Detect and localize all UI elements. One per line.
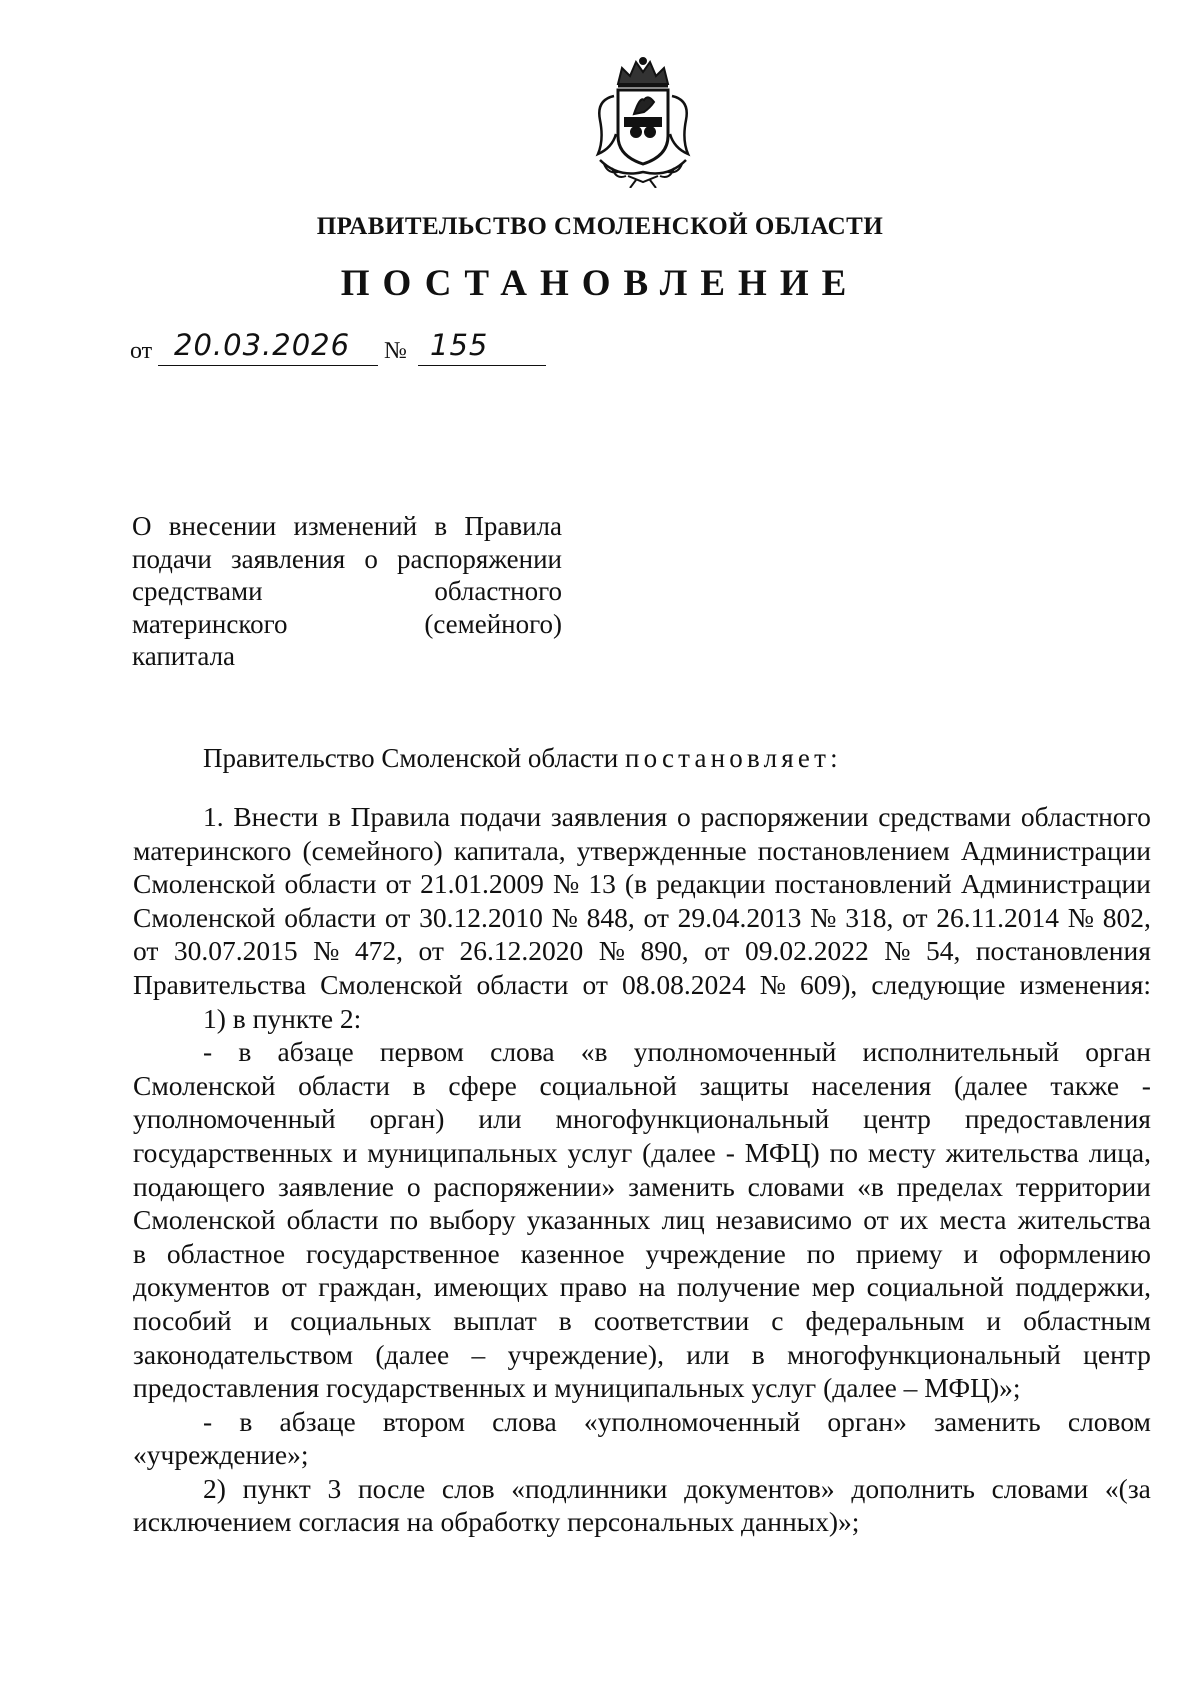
body-word: (семейного) <box>302 834 443 866</box>
subject-word: О <box>132 511 152 541</box>
subject-word: изменений <box>293 511 418 541</box>
subject-line <box>132 608 562 641</box>
body-word: от <box>863 1204 889 1236</box>
body-word: пункт <box>242 1472 311 1504</box>
body-word: области <box>298 1069 391 1101</box>
preamble <box>203 743 842 774</box>
body-word: Правительства <box>133 968 307 1000</box>
body-word: и <box>963 1237 979 1269</box>
body-word: в <box>751 1338 765 1370</box>
body-word: области <box>476 968 569 1000</box>
body-word: документов <box>133 1271 270 1303</box>
body-word: изменения: <box>1019 968 1151 1000</box>
body-word: орган <box>1085 1036 1151 1068</box>
body-word: № <box>759 968 786 1000</box>
body-word: слова <box>490 1036 555 1068</box>
body-word: (далее <box>953 1069 1028 1101</box>
body-word: Правила <box>350 801 451 832</box>
body-word: орган) <box>369 1103 445 1135</box>
body-word: - <box>725 1136 735 1168</box>
body-word: Смоленской <box>133 868 276 900</box>
body-line <box>133 1338 1151 1372</box>
body-word: от <box>418 935 444 967</box>
body-line <box>133 800 1151 834</box>
body-line <box>133 1405 1151 1439</box>
body-word: № <box>313 935 340 967</box>
document-body <box>133 800 1151 1539</box>
body-word: орган» <box>827 1405 907 1437</box>
body-word: областного <box>1020 801 1151 832</box>
body-word: распоряжении <box>700 801 869 832</box>
body-word: предоставления <box>964 1103 1151 1135</box>
body-word: 21.01.2009 <box>420 868 544 900</box>
body-word: средствами <box>878 801 1012 832</box>
body-word: распоряжении» <box>433 1170 616 1202</box>
subject-word: областного <box>434 576 562 606</box>
body-word: месту <box>867 1136 936 1168</box>
body-word: в <box>133 1237 146 1269</box>
body-word: абзаце <box>279 1405 356 1437</box>
subject-word: материнского <box>132 608 288 639</box>
body-word: и <box>253 1304 269 1336</box>
body-line <box>133 867 1151 901</box>
body-word: № <box>598 935 625 967</box>
body-word: МФЦ) <box>744 1136 820 1168</box>
body-line <box>133 1270 1151 1304</box>
body-word: выплат <box>453 1304 537 1336</box>
body-word: заменить <box>628 1170 735 1202</box>
body-word: уполномоченный <box>133 1103 336 1135</box>
body-word: лиц <box>661 1204 705 1236</box>
body-word: по <box>389 1204 419 1236</box>
body-line <box>133 934 1151 968</box>
body-word: областным <box>1023 1304 1151 1336</box>
body-word: - <box>1141 1069 1151 1101</box>
body-word: 13 <box>588 868 616 900</box>
body-word: социальной <box>866 1271 1004 1303</box>
body-word: граждан, <box>318 1271 423 1303</box>
body-line <box>133 1136 1151 1170</box>
subject-line <box>132 543 562 576</box>
subject-word: распоряжении <box>397 543 562 574</box>
body-word: словами <box>991 1472 1089 1504</box>
body-line <box>133 1237 1151 1271</box>
body-word: услуг <box>567 1136 633 1168</box>
body-line <box>133 901 1151 935</box>
body-word: населения <box>811 1069 932 1101</box>
body-word: в <box>238 1036 252 1068</box>
subject-word: (семейного) <box>424 608 562 639</box>
body-word: первом <box>379 1036 464 1068</box>
body-word: № <box>1067 901 1094 933</box>
body-word: следующие <box>871 968 1006 1000</box>
body-word: словами <box>747 1170 845 1202</box>
body-word: - <box>203 1036 213 1068</box>
date-underline <box>158 365 378 366</box>
body-word: от <box>133 935 159 967</box>
body-word: документов» <box>684 1472 835 1504</box>
body-line: «учреждение»; <box>133 1439 309 1471</box>
body-word: «(за <box>1104 1472 1151 1504</box>
body-word: 890, <box>640 935 689 967</box>
body-line <box>133 1203 1151 1237</box>
body-word: № <box>551 901 578 933</box>
body-line <box>133 1035 1151 1069</box>
subject-word: о <box>364 543 378 574</box>
body-word: федеральным <box>805 1304 965 1336</box>
body-word: 472, <box>354 935 404 967</box>
body-word: Администрации <box>960 868 1151 900</box>
body-word: законодательством <box>133 1338 354 1370</box>
body-word: по <box>829 1136 858 1168</box>
subject-line <box>132 640 562 673</box>
preamble-decree-word: постановляет: <box>624 743 842 773</box>
body-line <box>133 1102 1151 1136</box>
body-word: Смоленской <box>133 1069 276 1101</box>
body-word: учреждение <box>645 1237 786 1269</box>
body-word: области <box>284 901 377 933</box>
body-word: выбору <box>429 1204 516 1236</box>
body-word: заявления <box>550 801 668 832</box>
body-word: пределах <box>896 1170 1003 1202</box>
body-word: пособий <box>133 1304 232 1336</box>
body-word: многофункциональный <box>787 1338 1061 1370</box>
body-word: постановлением <box>757 834 950 866</box>
body-line <box>133 834 1151 868</box>
body-line <box>133 1472 1151 1506</box>
body-word: (в <box>624 868 648 900</box>
body-word: абзаце <box>277 1036 354 1068</box>
body-word: центр <box>1083 1338 1151 1370</box>
body-word: Внести <box>233 801 319 832</box>
preamble-text: Правительство Смоленской области <box>203 743 625 773</box>
body-word: заменить <box>934 1405 1041 1437</box>
body-word: указанных <box>526 1204 651 1236</box>
body-word: после <box>357 1472 426 1504</box>
body-word: области <box>286 1204 379 1236</box>
subject-word: Правила <box>464 511 562 541</box>
body-word: от <box>643 901 669 933</box>
date-label: от <box>130 338 153 364</box>
body-word: и <box>342 1136 358 1168</box>
body-word: места <box>939 1204 1007 1236</box>
body-word: в <box>327 801 341 832</box>
body-word: оформлению <box>998 1237 1151 1269</box>
body-word: словом <box>1067 1405 1151 1437</box>
body-word: от <box>902 901 928 933</box>
subject-word: капитала <box>132 641 236 671</box>
body-word: – <box>471 1338 486 1370</box>
body-word: от <box>385 868 411 900</box>
body-word: Смоленской <box>133 1204 276 1236</box>
body-word: 848, <box>586 901 635 933</box>
document-subject <box>132 510 562 673</box>
body-word: области <box>284 868 377 900</box>
body-line <box>133 968 1151 1002</box>
body-word: 29.04.2013 <box>677 901 802 933</box>
body-line: предоставления государственных и муниципальных услуг (далее – МФЦ)»; <box>133 1372 1021 1404</box>
body-word: их <box>899 1204 929 1236</box>
body-line <box>133 1304 1151 1338</box>
body-word: утвержденные <box>576 834 747 866</box>
subject-word: подачи <box>132 543 212 574</box>
body-word: поддержки, <box>1015 1271 1151 1303</box>
coat-of-arms-icon <box>578 56 708 188</box>
body-word: 30.12.2010 <box>419 901 543 933</box>
body-word: защиты <box>699 1069 789 1101</box>
body-word: от <box>582 968 608 1000</box>
body-word: казенное <box>520 1237 625 1269</box>
body-word: социальной <box>539 1069 677 1101</box>
body-word: имеющих <box>433 1271 549 1303</box>
body-word: втором <box>382 1405 465 1437</box>
body-word: с <box>771 1304 784 1336</box>
body-word: социальных <box>290 1304 432 1336</box>
body-word: 318, <box>845 901 894 933</box>
body-word: мер <box>811 1271 856 1303</box>
body-word: от <box>384 901 411 933</box>
body-word: (далее <box>642 1136 716 1168</box>
body-word: (далее <box>375 1338 450 1370</box>
body-word: жительства <box>1017 1204 1151 1236</box>
body-word: дополнить <box>851 1472 975 1504</box>
body-line <box>133 1170 1151 1204</box>
body-word: 3 <box>327 1472 342 1504</box>
body-word: право <box>559 1271 628 1303</box>
body-word: № <box>552 868 580 900</box>
document-type-title: ПОСТАНОВЛЕНИЕ <box>340 263 860 304</box>
body-word: слова <box>492 1405 557 1437</box>
body-word: исполнительный <box>862 1036 1060 1068</box>
body-word: государственное <box>305 1237 500 1269</box>
body-word: территории <box>1015 1170 1151 1202</box>
body-word: также <box>1050 1069 1120 1101</box>
body-word: 08.08.2024 <box>621 968 746 1000</box>
body-word: 1. <box>203 801 224 832</box>
body-word: от <box>281 1271 307 1303</box>
subject-word: средствами <box>132 576 263 606</box>
body-word: многофункциональный <box>555 1103 830 1135</box>
body-word: заявление <box>278 1170 394 1202</box>
body-word: «в <box>580 1036 608 1068</box>
body-word: постановления <box>975 935 1151 967</box>
body-word: 30.07.2015 <box>173 935 298 967</box>
body-word: приему <box>856 1237 943 1269</box>
body-word: Администрации <box>960 834 1151 866</box>
body-word: 54, <box>925 935 961 967</box>
body-word: постановлений <box>774 868 952 900</box>
subject-line <box>132 510 562 543</box>
body-line: 1) в пункте 2: <box>203 1002 362 1034</box>
body-word: капитала, <box>453 834 566 866</box>
body-word: или <box>686 1338 730 1370</box>
body-word: редакции <box>656 868 766 900</box>
body-word: 802, <box>1102 901 1151 933</box>
body-word: 2) <box>203 1472 226 1504</box>
body-word: в <box>558 1304 572 1336</box>
body-word: и <box>986 1304 1002 1336</box>
body-word: 609), <box>800 968 858 1000</box>
body-word: соответствии <box>593 1304 750 1336</box>
subject-word: заявления <box>230 543 346 574</box>
body-word: в <box>412 1069 426 1101</box>
body-word: на <box>638 1271 666 1303</box>
body-word: областное <box>166 1237 286 1269</box>
subject-line <box>132 575 562 608</box>
body-word: по <box>806 1237 836 1269</box>
body-word: сфере <box>448 1069 517 1101</box>
body-word: о <box>406 1170 421 1202</box>
body-word: № <box>884 935 911 967</box>
date-value: 20.03.2026 <box>174 328 351 362</box>
body-word: лица, <box>1088 1136 1151 1168</box>
body-word: в <box>239 1405 253 1437</box>
body-word: - <box>203 1405 213 1437</box>
body-word: слов <box>441 1472 495 1504</box>
body-word: материнского <box>133 834 292 866</box>
body-word: «подлинники <box>511 1472 668 1504</box>
body-word: 09.02.2022 <box>744 935 869 967</box>
body-word: подающего <box>133 1170 266 1202</box>
body-word: центр <box>863 1103 931 1135</box>
body-word: подачи <box>459 801 542 832</box>
subject-word: в <box>434 511 448 541</box>
body-line: исключением согласия на обработку персональных данных)»; <box>133 1506 860 1538</box>
body-word: получение <box>676 1271 801 1303</box>
number-value: 155 <box>430 328 489 362</box>
number-underline <box>418 365 546 366</box>
body-word: 26.11.2014 <box>936 901 1059 933</box>
subject-word: внесении <box>168 511 277 541</box>
body-word: государственных <box>133 1136 333 1168</box>
body-word: от <box>704 935 730 967</box>
body-word: муниципальных <box>367 1136 558 1168</box>
body-word: № <box>810 901 837 933</box>
body-word: или <box>478 1103 522 1135</box>
body-word: жительства <box>945 1136 1079 1168</box>
body-word: Смоленской <box>133 901 276 933</box>
body-word: о <box>676 801 691 832</box>
body-line <box>133 1069 1151 1103</box>
body-word: «в <box>857 1170 884 1202</box>
body-word: «уполномоченный <box>583 1405 801 1437</box>
government-title: ПРАВИТЕЛЬСТВО СМОЛЕНСКОЙ ОБЛАСТИ <box>316 213 884 240</box>
body-word: уполномоченный <box>633 1036 837 1068</box>
body-word: Смоленской <box>320 968 463 1000</box>
body-word: независимо <box>715 1204 853 1236</box>
number-label: № <box>384 338 407 364</box>
body-word: учреждение), <box>507 1338 664 1370</box>
body-word: 26.12.2020 <box>459 935 584 967</box>
